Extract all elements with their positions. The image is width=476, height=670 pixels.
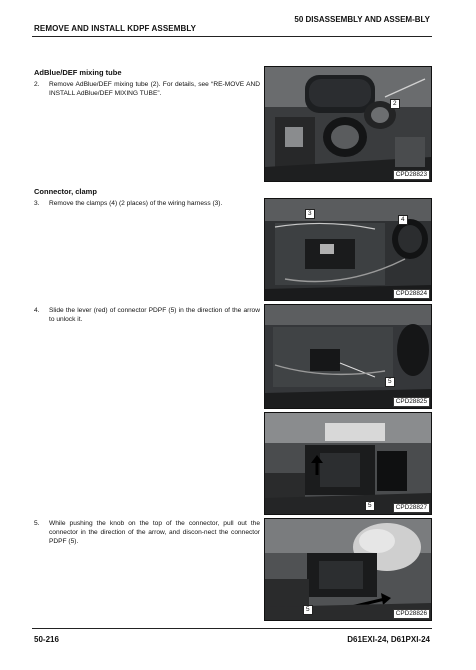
photo-connector-closeup [265,413,431,514]
figure-code: CPD28825 [393,397,430,407]
model-names: D61EXI-24, D61PXI-24 [347,635,430,644]
step-number: 4. [34,307,40,314]
photo-engine [265,67,431,181]
figure-connector-unlock [264,412,432,515]
footer-divider [32,628,432,629]
callout-label: 4 [398,215,408,225]
photo-hand-connector [265,519,431,620]
figure-code: CPD28823 [393,170,430,180]
section-title-mixing-tube: AdBlue/DEF mixing tube [34,68,122,77]
step-text: While pushing the knob on the top of the connector, pull out the connector in the direction of the arrow, and discon-nect the connector PDPF (5). [49,520,260,545]
section-title-connector-clamp: Connector, clamp [34,187,97,196]
step-number: 3. [34,200,40,207]
step-2 [34,80,260,98]
step-number: 5. [34,520,40,527]
step-5 [34,519,260,546]
step-3 [34,199,260,208]
figure-code: CPD28826 [393,609,430,619]
callout-label: 5 [303,605,313,615]
step-number: 2. [34,81,40,88]
figure-engine-mixing-tube [264,66,432,182]
page-number: 50-216 [34,635,59,644]
figure-code: CPD28827 [393,503,430,513]
step-text: Remove AdBlue/DEF mixing tube (2). For details, see “RE-MOVE AND INSTALL AdBlue/DEF MIXING TUBE”. [49,81,260,97]
callout-label: 2 [390,99,400,109]
figure-connector-disconnect [264,518,432,621]
step-4 [34,306,260,324]
callout-label: 3 [305,209,315,219]
step-text: Slide the lever (red) of connector PDPF (5) in the direction of the arrow to unlock it. [49,307,260,323]
photo-connector [265,305,431,408]
step-text: Remove the clamps (4) (2 places) of the wiring harness (3). [49,200,223,207]
header-divider [32,36,432,37]
figure-connector-pdpf-lever [264,304,432,409]
figure-wiring-harness-clamps [264,198,432,301]
figure-code: CPD28824 [393,289,430,299]
callout-label: 5 [365,501,375,511]
header-section-title: REMOVE AND INSTALL KDPF ASSEMBLY [34,24,197,33]
header-chapter-title: 50 DISASSEMBLY AND ASSEM-BLY [294,15,430,24]
callout-label: 5 [385,377,395,387]
